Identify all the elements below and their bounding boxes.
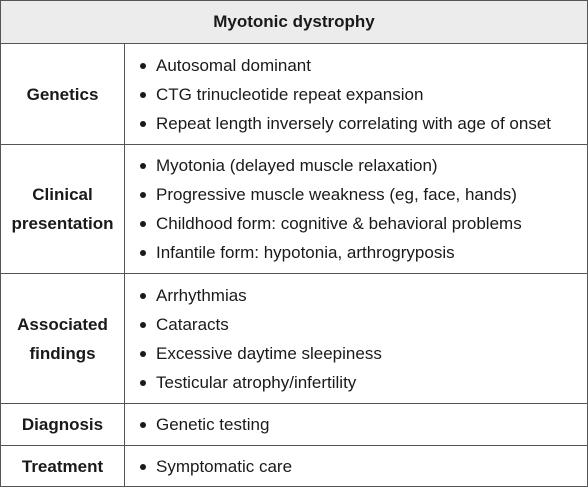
bullet-icon (140, 322, 146, 328)
title-row (1, 1, 588, 44)
list-item (156, 209, 587, 238)
table-row-clinical-presentation (1, 145, 588, 274)
list-item-text: Genetic testing (156, 415, 270, 434)
bullet-icon (140, 221, 146, 227)
row-label-line: Genetics (26, 84, 99, 104)
list-item-text: Progressive muscle weakness (eg, face, hands) (156, 185, 517, 204)
bullet-list (125, 405, 587, 444)
row-label-treatment (1, 446, 125, 487)
table-row-diagnosis (1, 404, 588, 446)
bullet-icon (140, 163, 146, 169)
list-item (156, 151, 587, 180)
bullet-icon (140, 92, 146, 98)
list-item (156, 80, 587, 109)
list-item-text: Repeat length inversely correlating with age of onset (156, 113, 552, 133)
bullet-icon (140, 250, 146, 256)
list-item-text: Infantile form: hypotonia, arthrogryposis (156, 243, 455, 262)
row-label-line: Treatment (21, 456, 104, 476)
list-item (156, 368, 587, 397)
bullet-icon (140, 293, 146, 299)
bullet-icon (140, 63, 146, 69)
row-items-associated-findings (125, 274, 588, 404)
table-row-treatment (1, 446, 588, 487)
row-label-genetics (1, 44, 125, 145)
table-row-associated-findings (1, 274, 588, 404)
list-item (156, 238, 587, 267)
bullet-icon (140, 121, 146, 127)
row-label-line: presentation (11, 214, 114, 233)
list-item-text: Arrhythmias (156, 285, 247, 305)
list-item (156, 109, 587, 138)
list-item-text: Testicular atrophy/infertility (156, 372, 357, 392)
list-item-text: Myotonia (delayed muscle relaxation) (156, 156, 438, 175)
bullet-icon (140, 351, 146, 357)
list-item (156, 452, 587, 481)
table-row-genetics (1, 44, 588, 145)
row-items-genetics (125, 44, 588, 145)
bullet-icon (140, 464, 146, 470)
bullet-list (125, 46, 587, 143)
row-items-clinical-presentation (125, 145, 588, 274)
list-item (156, 180, 587, 209)
bullet-icon (140, 192, 146, 198)
list-item-text: Childhood form: cognitive & behavioral problems (156, 214, 522, 233)
row-items-treatment (125, 446, 588, 487)
bullet-icon (140, 380, 146, 386)
row-label-clinical-presentation (1, 145, 125, 274)
list-item (156, 410, 587, 439)
list-item-text: Symptomatic care (156, 456, 293, 476)
list-item (156, 310, 587, 339)
row-label-associated-findings (1, 274, 125, 404)
row-label-diagnosis (1, 404, 125, 446)
list-item-text: Cataracts (156, 314, 229, 334)
list-item-text: Autosomal dominant (156, 55, 311, 75)
list-item (156, 339, 587, 368)
bullet-list (125, 146, 587, 272)
bullet-list (125, 276, 587, 402)
row-label-line: Associated (17, 314, 108, 334)
row-label-line: findings (29, 343, 96, 363)
bullet-list (125, 447, 587, 486)
table-title: Myotonic dystrophy (1, 1, 588, 44)
row-items-diagnosis (125, 404, 588, 446)
row-label-line: Clinical (32, 185, 93, 204)
row-label-line: Diagnosis (21, 415, 104, 434)
bullet-icon (140, 422, 146, 428)
list-item (156, 51, 587, 80)
list-item-text: CTG trinucleotide repeat expansion (156, 84, 424, 104)
list-item (156, 281, 587, 310)
list-item-text: Excessive daytime sleepiness (156, 343, 382, 363)
